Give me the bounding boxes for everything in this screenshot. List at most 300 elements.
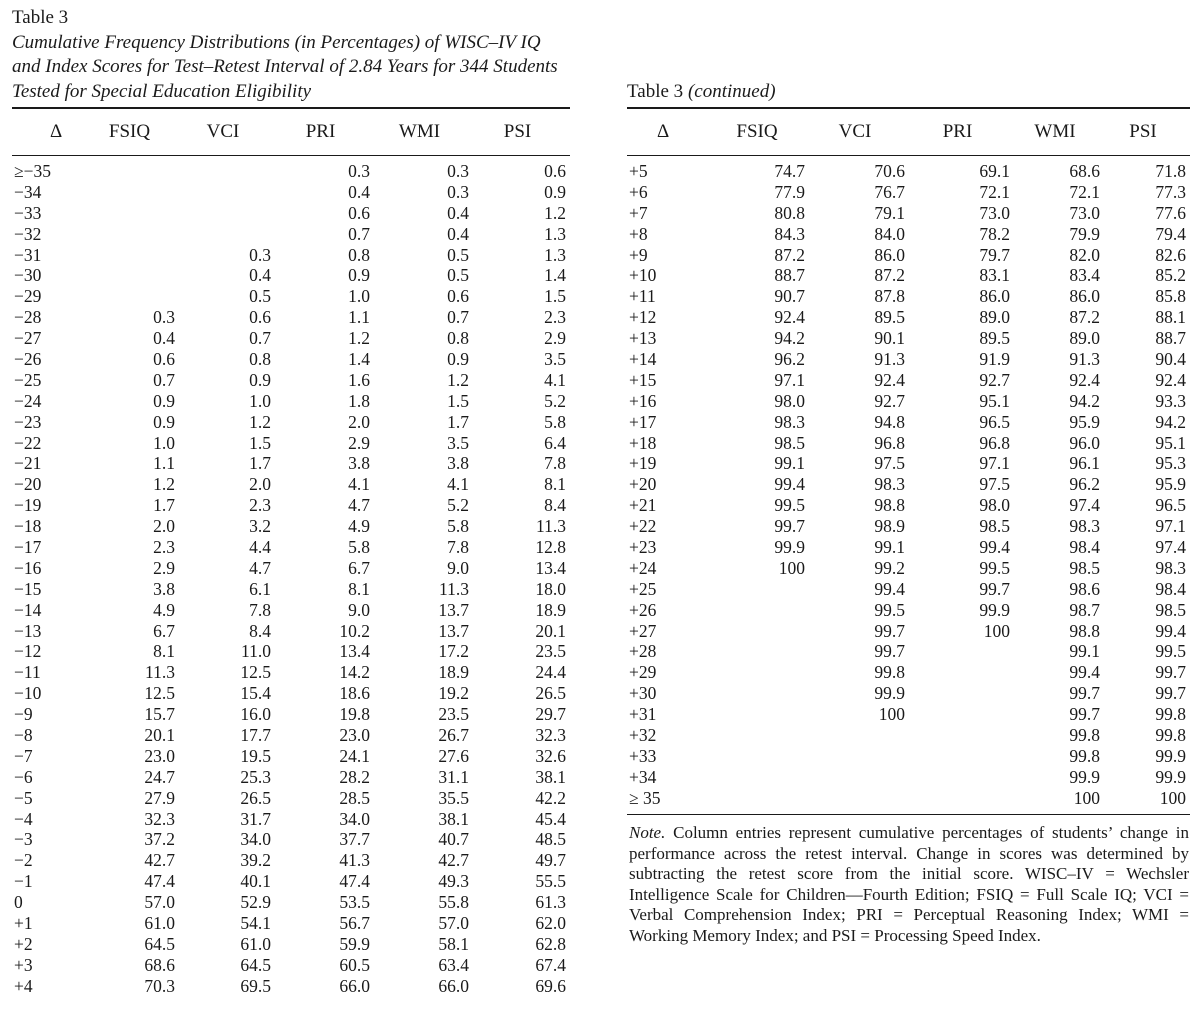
cell-vci: 97.5 — [874, 453, 905, 474]
cell-pri: 83.1 — [979, 265, 1010, 286]
table-row — [12, 203, 570, 224]
cell-pri: 0.6 — [348, 202, 370, 223]
header-vci: VCI — [838, 121, 872, 142]
cell-vci: 6.1 — [249, 578, 271, 599]
cell-pri: 0.7 — [348, 223, 370, 244]
cell-vci: 91.3 — [874, 348, 905, 369]
cell-psi: 8.4 — [544, 495, 566, 516]
cell-delta: +32 — [629, 725, 657, 745]
cell-vci: 1.2 — [249, 411, 271, 432]
table-row — [12, 453, 570, 474]
cell-wmi: 3.5 — [447, 432, 469, 453]
cell-vci: 19.5 — [240, 745, 271, 766]
cell-psi: 62.0 — [535, 913, 566, 934]
cell-psi: 90.4 — [1155, 348, 1186, 369]
cell-wmi: 58.1 — [438, 933, 469, 954]
cell-wmi: 98.5 — [1069, 557, 1100, 578]
cell-wmi: 94.2 — [1069, 390, 1100, 411]
cell-vci: 84.0 — [874, 223, 905, 244]
table-row — [12, 286, 570, 307]
table-body — [627, 156, 1190, 814]
cell-psi: 94.2 — [1155, 411, 1186, 432]
cell-delta: −16 — [14, 557, 42, 578]
cell-wmi: 17.2 — [438, 641, 469, 662]
table-row — [627, 433, 1190, 454]
table-note — [629, 823, 1189, 947]
cell-delta: +24 — [629, 557, 657, 578]
cell-delta: +8 — [629, 223, 648, 244]
table-row — [12, 934, 570, 955]
cell-fsiq: 24.7 — [144, 766, 175, 787]
cell-pri: 14.2 — [339, 662, 370, 683]
cell-fsiq: 27.9 — [144, 787, 175, 808]
cell-wmi: 38.1 — [438, 808, 469, 829]
table-row — [12, 433, 570, 454]
cell-vci: 99.8 — [874, 662, 905, 683]
cell-vci: 16.0 — [240, 704, 271, 725]
cell-fsiq: 98.3 — [774, 411, 805, 432]
cell-psi: 77.3 — [1155, 181, 1186, 202]
table-row — [12, 850, 570, 871]
cell-pri: 8.1 — [348, 578, 370, 599]
cell-delta: +23 — [629, 536, 657, 557]
table-row — [12, 474, 570, 495]
cell-wmi: 99.7 — [1069, 704, 1100, 725]
cell-pri: 100 — [983, 620, 1010, 641]
cell-fsiq: 2.3 — [153, 536, 175, 557]
table-row — [627, 516, 1190, 537]
cell-pri: 53.5 — [339, 892, 370, 913]
cell-vci: 15.4 — [240, 683, 271, 704]
cell-wmi: 1.2 — [447, 369, 469, 390]
cell-pri: 23.0 — [339, 725, 370, 745]
table-row — [627, 788, 1190, 809]
cell-psi: 1.3 — [544, 244, 566, 265]
cell-fsiq: 1.1 — [153, 453, 175, 474]
table-left — [12, 107, 570, 1002]
cell-vci: 8.4 — [249, 620, 271, 641]
cell-delta: −28 — [14, 307, 42, 328]
cell-vci: 0.9 — [249, 369, 271, 390]
cell-pri: 89.5 — [979, 328, 1010, 349]
cell-vci: 94.8 — [874, 411, 905, 432]
cell-delta: −29 — [14, 286, 42, 307]
cell-fsiq: 99.7 — [774, 516, 805, 537]
cell-vci: 87.2 — [874, 265, 905, 286]
cell-pri: 4.1 — [348, 474, 370, 495]
cell-delta: +17 — [629, 411, 657, 432]
cell-fsiq: 94.2 — [774, 328, 805, 349]
table-row — [627, 767, 1190, 788]
cell-psi: 99.8 — [1155, 704, 1186, 725]
cell-psi: 29.7 — [535, 704, 566, 725]
cell-delta: +29 — [629, 662, 657, 683]
cell-wmi: 63.4 — [438, 954, 469, 975]
cell-pri: 79.7 — [979, 244, 1010, 265]
cell-psi: 38.1 — [535, 766, 566, 787]
cell-delta: +31 — [629, 704, 657, 725]
cell-delta: −7 — [14, 745, 33, 766]
cell-wmi: 83.4 — [1069, 265, 1100, 286]
cell-vci: 1.0 — [249, 390, 271, 411]
cell-delta: −23 — [14, 411, 42, 432]
cell-delta: −15 — [14, 578, 42, 599]
table-row — [12, 182, 570, 203]
cell-pri: 9.0 — [348, 599, 370, 620]
cell-pri: 1.4 — [348, 348, 370, 369]
cell-pri: 60.5 — [339, 954, 370, 975]
cell-wmi: 99.4 — [1069, 662, 1100, 683]
cell-wmi: 23.5 — [438, 704, 469, 725]
cell-vci: 96.8 — [874, 432, 905, 453]
cell-wmi: 0.6 — [447, 286, 469, 307]
cell-delta: +9 — [629, 244, 648, 265]
cell-wmi: 35.5 — [438, 787, 469, 808]
cell-pri: 78.2 — [979, 223, 1010, 244]
bottom-rule — [627, 814, 1190, 815]
cell-wmi: 96.2 — [1069, 474, 1100, 495]
cell-vci: 79.1 — [874, 202, 905, 223]
cell-vci: 0.7 — [249, 328, 271, 349]
cell-delta: +25 — [629, 578, 657, 599]
cell-psi: 1.5 — [544, 286, 566, 307]
cell-psi: 95.9 — [1155, 474, 1186, 495]
cell-wmi: 92.4 — [1069, 369, 1100, 390]
cell-psi: 82.6 — [1155, 244, 1186, 265]
cell-vci: 99.4 — [874, 578, 905, 599]
cell-wmi: 0.4 — [447, 202, 469, 223]
cell-wmi: 91.3 — [1069, 348, 1100, 369]
cell-psi: 88.7 — [1155, 328, 1186, 349]
cell-vci: 34.0 — [240, 829, 271, 850]
cell-psi: 0.9 — [544, 181, 566, 202]
cell-psi: 98.4 — [1155, 578, 1186, 599]
cell-vci: 86.0 — [874, 244, 905, 265]
cell-pri: 96.8 — [979, 432, 1010, 453]
cell-delta: −4 — [14, 808, 33, 829]
table-row — [12, 412, 570, 433]
cell-wmi: 98.4 — [1069, 536, 1100, 557]
table-row — [12, 391, 570, 412]
continued-suffix: (continued) — [687, 81, 776, 102]
cell-fsiq: 1.2 — [153, 474, 175, 495]
table-row — [627, 558, 1190, 579]
cell-pri: 86.0 — [979, 286, 1010, 307]
cell-delta: −14 — [14, 599, 42, 620]
cell-wmi: 1.7 — [447, 411, 469, 432]
cell-delta: +18 — [629, 432, 657, 453]
cell-delta: +19 — [629, 453, 657, 474]
note-label: Note. — [629, 823, 666, 842]
cell-delta: −26 — [14, 348, 42, 369]
cell-vci: 99.2 — [874, 557, 905, 578]
cell-vci: 4.4 — [249, 536, 271, 557]
cell-vci: 1.5 — [249, 432, 271, 453]
cell-fsiq: 0.9 — [153, 390, 175, 411]
cell-psi: 99.7 — [1155, 683, 1186, 704]
cell-pri: 73.0 — [979, 202, 1010, 223]
cell-delta: +33 — [629, 745, 657, 766]
cell-fsiq: 90.7 — [774, 286, 805, 307]
header-wmi: WMI — [1034, 121, 1076, 142]
cell-vci: 25.3 — [240, 766, 271, 787]
cell-fsiq: 8.1 — [153, 641, 175, 662]
cell-wmi: 40.7 — [438, 829, 469, 850]
cell-fsiq: 99.9 — [774, 536, 805, 557]
cell-pri: 96.5 — [979, 411, 1010, 432]
cell-psi: 95.3 — [1155, 453, 1186, 474]
table-label: Table 3 — [12, 7, 69, 28]
table-row — [12, 683, 570, 704]
cell-psi: 1.4 — [544, 265, 566, 286]
table-row — [627, 746, 1190, 767]
cell-pri: 4.9 — [348, 516, 370, 537]
cell-wmi: 86.0 — [1069, 286, 1100, 307]
cell-pri: 0.8 — [348, 244, 370, 265]
cell-pri: 66.0 — [339, 975, 370, 996]
cell-delta: −24 — [14, 390, 42, 411]
cell-psi: 67.4 — [535, 954, 566, 975]
cell-delta: 0 — [14, 892, 23, 913]
table-title: Cumulative Frequency Distributions (in Percentages) of WISC–IV IQ and Index Scores for Test–Retest Interval of 2.84 Years for 344 Students Tested for Special Education Eligibility — [12, 31, 558, 102]
cell-pri: 3.8 — [348, 453, 370, 474]
cell-wmi: 13.7 — [438, 599, 469, 620]
cell-delta: −13 — [14, 620, 42, 641]
table-row — [627, 224, 1190, 245]
table-row — [627, 370, 1190, 391]
cell-wmi: 96.1 — [1069, 453, 1100, 474]
cell-vci: 7.8 — [249, 599, 271, 620]
cell-fsiq: 11.3 — [145, 662, 175, 683]
table-row — [12, 725, 570, 746]
cell-psi: 12.8 — [535, 536, 566, 557]
cell-psi: 18.9 — [535, 599, 566, 620]
cell-vci: 76.7 — [874, 181, 905, 202]
cell-vci: 4.7 — [249, 557, 271, 578]
cell-pri: 0.4 — [348, 181, 370, 202]
cell-fsiq: 0.3 — [153, 307, 175, 328]
cell-delta: −31 — [14, 244, 42, 265]
table-row — [12, 871, 570, 892]
cell-delta: −27 — [14, 328, 42, 349]
header-psi: PSI — [1129, 121, 1157, 142]
cell-vci: 40.1 — [240, 871, 271, 892]
cell-psi: 5.2 — [544, 390, 566, 411]
cell-psi: 26.5 — [535, 683, 566, 704]
cell-vci: 0.5 — [249, 286, 271, 307]
cell-wmi: 73.0 — [1069, 202, 1100, 223]
cell-fsiq: 98.5 — [774, 432, 805, 453]
cell-psi: 99.9 — [1155, 766, 1186, 787]
table-row — [12, 265, 570, 286]
table-row — [627, 641, 1190, 662]
cell-vci: 98.9 — [874, 516, 905, 537]
cell-wmi: 26.7 — [438, 725, 469, 745]
cell-delta: +22 — [629, 516, 657, 537]
cell-vci: 17.7 — [240, 725, 271, 745]
cell-pri: 10.2 — [339, 620, 370, 641]
cell-wmi: 99.1 — [1069, 641, 1100, 662]
cell-fsiq: 99.4 — [774, 474, 805, 495]
table-row — [12, 307, 570, 328]
cell-wmi: 13.7 — [438, 620, 469, 641]
cell-pri: 18.6 — [339, 683, 370, 704]
cell-wmi: 5.2 — [447, 495, 469, 516]
cell-delta: −19 — [14, 495, 42, 516]
table-row — [627, 725, 1190, 746]
cell-wmi: 99.8 — [1069, 745, 1100, 766]
cell-fsiq: 0.6 — [153, 348, 175, 369]
table-row — [12, 913, 570, 934]
cell-delta: −3 — [14, 829, 33, 850]
cell-delta: +20 — [629, 474, 657, 495]
cell-pri: 89.0 — [979, 307, 1010, 328]
cell-delta: +16 — [629, 390, 657, 411]
cell-psi: 55.5 — [535, 871, 566, 892]
header-vci: VCI — [206, 121, 240, 142]
cell-delta: +2 — [14, 933, 33, 954]
cell-pri: 37.7 — [339, 829, 370, 850]
cell-psi: 13.4 — [535, 557, 566, 578]
cell-vci: 54.1 — [240, 913, 271, 934]
cell-pri: 1.1 — [348, 307, 370, 328]
cell-fsiq: 0.7 — [153, 369, 175, 390]
table-row — [627, 182, 1190, 203]
cell-pri: 97.1 — [979, 453, 1010, 474]
cell-psi: 32.3 — [535, 725, 566, 745]
cell-delta: −2 — [14, 850, 33, 871]
cell-psi: 23.5 — [535, 641, 566, 662]
table-row — [627, 161, 1190, 182]
cell-wmi: 100 — [1073, 787, 1100, 808]
cell-psi: 77.6 — [1155, 202, 1186, 223]
cell-psi: 99.9 — [1155, 745, 1186, 766]
table-row — [12, 621, 570, 642]
table-row — [627, 704, 1190, 725]
cell-vci: 61.0 — [240, 933, 271, 954]
cell-wmi: 68.6 — [1069, 160, 1100, 181]
cell-wmi: 0.7 — [447, 307, 469, 328]
cell-fsiq: 20.1 — [144, 725, 175, 745]
cell-psi: 92.4 — [1155, 369, 1186, 390]
cell-wmi: 0.3 — [447, 160, 469, 181]
cell-psi: 6.4 — [544, 432, 566, 453]
cell-psi: 7.8 — [544, 453, 566, 474]
cell-fsiq: 4.9 — [153, 599, 175, 620]
table-row — [627, 203, 1190, 224]
cell-pri: 91.9 — [979, 348, 1010, 369]
cell-psi: 97.1 — [1155, 516, 1186, 537]
cell-psi: 2.3 — [544, 307, 566, 328]
cell-delta: −1 — [14, 871, 33, 892]
table-row — [12, 955, 570, 976]
cell-fsiq: 1.7 — [153, 495, 175, 516]
cell-psi: 99.5 — [1155, 641, 1186, 662]
cell-fsiq: 2.0 — [153, 516, 175, 537]
table-row — [627, 662, 1190, 683]
cell-wmi: 27.6 — [438, 745, 469, 766]
cell-delta: −9 — [14, 704, 33, 725]
cell-wmi: 98.7 — [1069, 599, 1100, 620]
cell-delta: +11 — [629, 286, 656, 307]
cell-fsiq: 99.1 — [774, 453, 805, 474]
table-row — [627, 683, 1190, 704]
cell-vci: 0.8 — [249, 348, 271, 369]
table-row — [12, 495, 570, 516]
cell-fsiq: 80.8 — [774, 202, 805, 223]
cell-wmi: 1.5 — [447, 390, 469, 411]
cell-delta: −12 — [14, 641, 42, 662]
cell-psi: 85.2 — [1155, 265, 1186, 286]
cell-delta: +14 — [629, 348, 657, 369]
cell-fsiq: 3.8 — [153, 578, 175, 599]
cell-psi: 18.0 — [535, 578, 566, 599]
cell-pri: 99.5 — [979, 557, 1010, 578]
cell-fsiq: 0.4 — [153, 328, 175, 349]
cell-wmi: 99.7 — [1069, 683, 1100, 704]
cell-wmi: 79.9 — [1069, 223, 1100, 244]
table-row — [12, 704, 570, 725]
cell-psi: 1.2 — [544, 202, 566, 223]
table-row — [627, 453, 1190, 474]
cell-fsiq: 74.7 — [774, 160, 805, 181]
cell-fsiq: 0.9 — [153, 411, 175, 432]
table-row — [627, 245, 1190, 266]
cell-pri: 2.0 — [348, 411, 370, 432]
cell-delta: −25 — [14, 369, 42, 390]
header-row — [627, 109, 1190, 155]
cell-wmi: 11.3 — [439, 578, 469, 599]
cell-wmi: 7.8 — [447, 536, 469, 557]
header-pri: PRI — [942, 121, 973, 142]
cell-fsiq: 92.4 — [774, 307, 805, 328]
cell-fsiq: 23.0 — [144, 745, 175, 766]
cell-delta: −34 — [14, 181, 42, 202]
table-row — [12, 600, 570, 621]
cell-wmi: 31.1 — [438, 766, 469, 787]
cell-wmi: 96.0 — [1069, 432, 1100, 453]
cell-wmi: 4.1 — [447, 474, 469, 495]
cell-psi: 100 — [1159, 787, 1186, 808]
cell-pri: 6.7 — [348, 557, 370, 578]
cell-pri: 99.7 — [979, 578, 1010, 599]
cell-vci: 31.7 — [240, 808, 271, 829]
cell-vci: 0.4 — [249, 265, 271, 286]
cell-wmi: 87.2 — [1069, 307, 1100, 328]
cell-fsiq: 68.6 — [144, 954, 175, 975]
continued-caption — [627, 80, 776, 104]
cell-delta: +13 — [629, 328, 657, 349]
cell-wmi: 57.0 — [438, 913, 469, 934]
cell-wmi: 49.3 — [438, 871, 469, 892]
cell-wmi: 42.7 — [438, 850, 469, 871]
cell-wmi: 99.9 — [1069, 766, 1100, 787]
cell-fsiq: 2.9 — [153, 557, 175, 578]
cell-fsiq: 99.5 — [774, 495, 805, 516]
cell-fsiq: 32.3 — [144, 808, 175, 829]
cell-pri: 1.6 — [348, 369, 370, 390]
header-fsiq: FSIQ — [736, 121, 778, 142]
cell-delta: −33 — [14, 202, 42, 223]
cell-psi: 99.4 — [1155, 620, 1186, 641]
table-row — [12, 537, 570, 558]
table-row — [627, 286, 1190, 307]
cell-psi: 88.1 — [1155, 307, 1186, 328]
cell-vci: 2.3 — [249, 495, 271, 516]
cell-psi: 49.7 — [535, 850, 566, 871]
table-row — [12, 767, 570, 788]
cell-pri: 99.4 — [979, 536, 1010, 557]
